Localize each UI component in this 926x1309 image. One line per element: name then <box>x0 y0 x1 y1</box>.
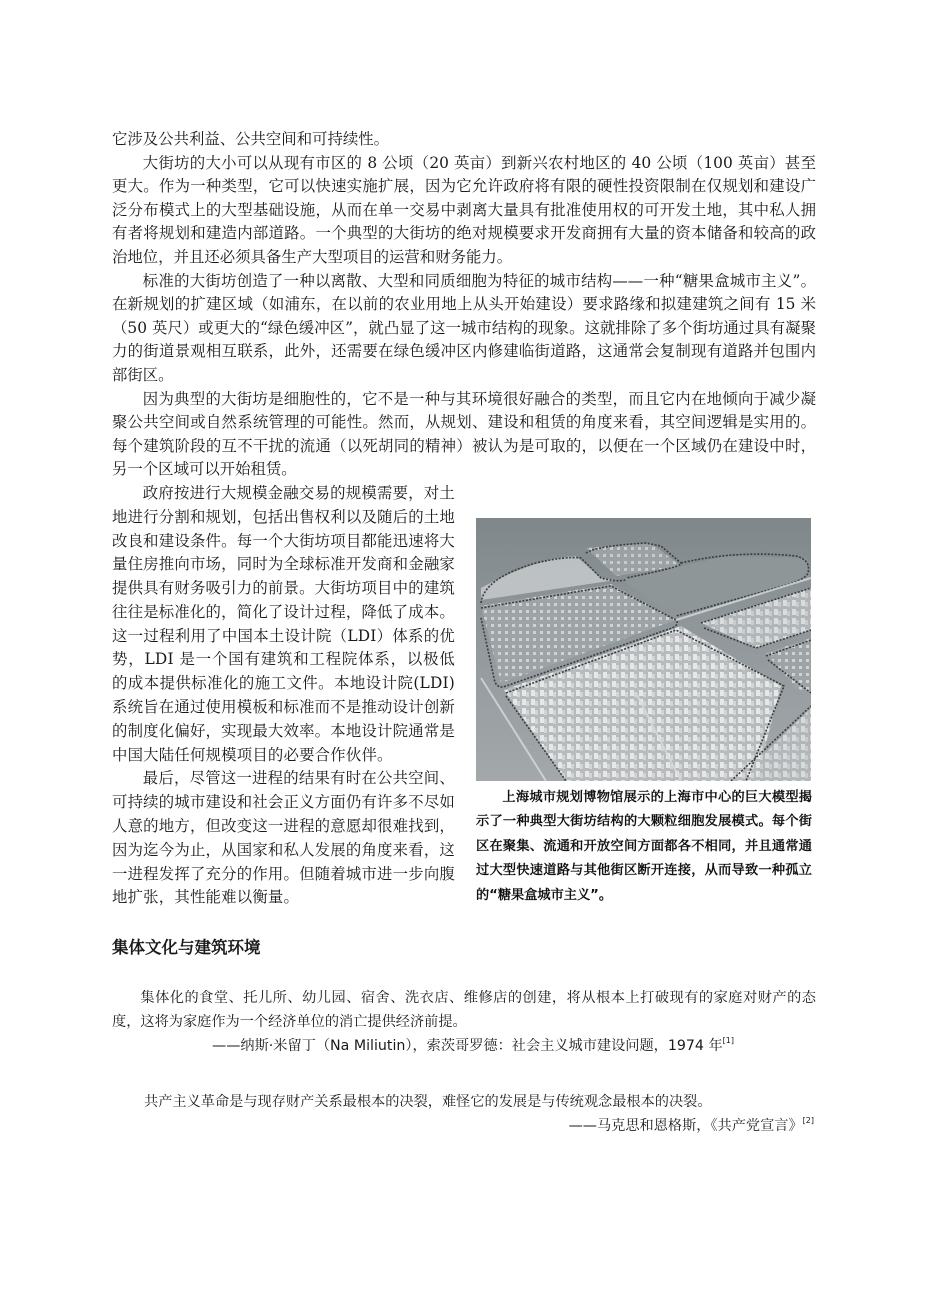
epigraph-attribution-2 <box>112 1114 816 1138</box>
paragraph-candy-box-urbanism: 标准的大街坊创造了一种以离散、大型和同质细胞为特征的城市结构——一种“糖果盒城市主义”。在新规划的扩建区域（如浦东，在以前的农业用地上从头开始建设）要求路缘和拟建建筑之间有 15 米（50 英尺）或更大的“绿色缓冲区”，就凸显了这一城市结构的现象。这就排除了多个街坊通过具有凝聚力的街道景观相互联系，此外，还需要在绿色缓冲区内修建临街道路，这通常会复制现有道路并包围内部街区。 <box>112 271 816 384</box>
left-column <box>112 482 455 910</box>
paragraph-government-ldi: 政府按进行大规模金融交易的规模需要，对土地进行分割和规划，包括出售权利以及随后的土地改良和建设条件。每一个大街坊项目都能迅速将大量住房推向市场，同时为全球标准开发商和金融家提供具有财务吸引力的前景。大街坊项目中的建筑往往是标准化的，简化了设计过程，降低了成本。这一过程利用了中国本土设计院（LDI）体系的优势，LDI 是一个国有建筑和工程院体系，以极低的成本提供标准化的施工文件。本地设计院(LDI)系统旨在通过使用模板和标准而不是推动设计创新的制度化偏好，实现最大效率。本地设计院通常是中国大陆任何规模项目的必要合作伙伴。 <box>112 483 455 764</box>
section-heading: 集体文化与建筑环境 <box>112 938 261 958</box>
figure-caption: 上海城市规划博物馆展示的上海市中心的巨大模型揭示了一种典型大街坊结构的大颗粒细胞发展模式。每个街区在聚集、流通和开放空间方面都各不相同，并且通常通过大型快速道路与其他街区断开连接，从而导致一种孤立的“糖果盒城市主义”。 <box>476 789 812 903</box>
paragraph-block-size: 大街坊的大小可以从现有市区的 8 公顷（20 英亩）到新兴农村地区的 40 公顷（100 英亩）甚至更大。作为一种类型，它可以快速实施扩展，因为它允许政府将有限的硬性投资限制在仅规划和建设广泛分布模式上的大型基础设施，从而在单一交易中剥离大量具有批准使用权的可开发土地，其中私人拥有者将规划和建造内部道路。一个典型的大街坊的绝对规模要求开发商拥有大量的资本储备和较高的政治地位，并且还必须具备生产大型项目的运营和财务能力。 <box>112 153 816 266</box>
footnote-ref-2[interactable]: [2] <box>802 1116 814 1126</box>
epigraph-attribution-1 <box>112 1034 816 1058</box>
figure <box>476 518 812 909</box>
city-model-photo <box>476 518 811 781</box>
attribution-text-1: ——纳斯·米留丁（Na Miliutin），索茨哥罗德：社会主义城市建设问题，1974 年 <box>212 1038 723 1055</box>
document-page <box>112 128 816 1138</box>
footnote-ref-1[interactable]: [1] <box>722 1036 734 1046</box>
two-column-section <box>112 482 816 910</box>
paragraph-conclusion: 最后，尽管这一进程的结果有时在公共空间、可持续的城市建设和社会正义方面仍有许多不尽如人意的地方，但改变这一进程的意愿却很难找到，因为迄今为止，从国家和私人发展的角度来看，这一进程发挥了充分的作用。但随着城市进一步向腹地扩张，其性能难以衡量。 <box>112 769 455 907</box>
paragraph-continued: 它涉及公共利益、公共空间和可持续性。 <box>112 130 390 148</box>
epigraph-quote-1: 集体化的食堂、托儿所、幼儿园、宿舍、洗衣店、维修店的创建，将从根本上打破现有的家庭对财产的态度，这将为家庭作为一个经济单位的消亡提供经济前提。 <box>112 990 816 1031</box>
attribution-text-2: ——马克思和恩格斯，《共产党宣言》 <box>568 1118 803 1135</box>
paragraph-cellular-block: 因为典型的大街坊是细胞性的，它不是一种与其环境很好融合的类型，而且它内在地倾向于减少凝聚公共空间或自然系统管理的可能性。然而，从规划、建设和租赁的角度来看，其空间逻辑是实用的。每个建筑阶段的互不干扰的流通（以死胡同的精神）被认为是可取的，以便在一个区域仍在建设中时，另一个区域可以开始租赁。 <box>112 389 816 479</box>
epigraph-quote-2: 共产主义革命是与现存财产关系最根本的决裂，难怪它的发展是与传统观念最根本的决裂。 <box>144 1094 712 1111</box>
